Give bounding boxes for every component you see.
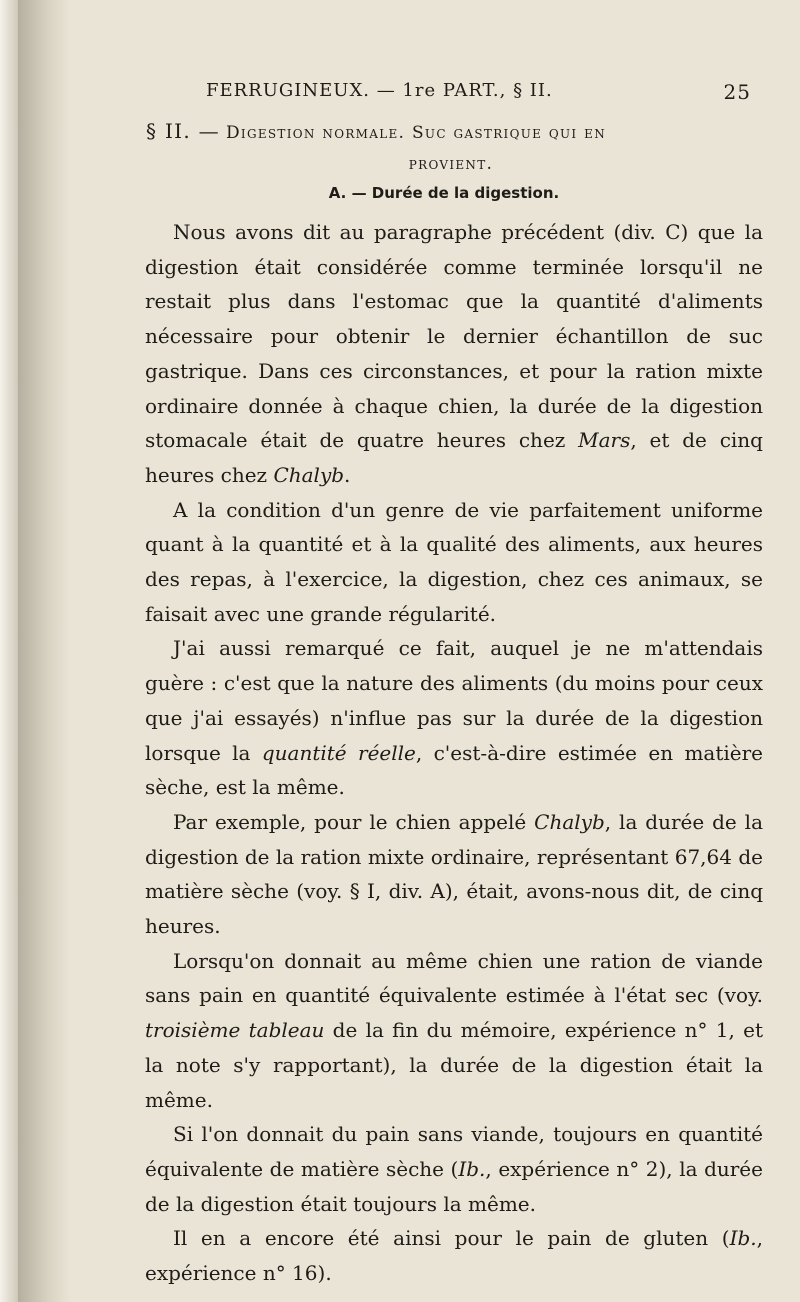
subsection-heading: A. — Durée de la digestion.	[328, 184, 560, 202]
paragraph-3: J'ai aussi remarqué ce fait, auquel je ne m'attendais guère : c'est que la nature des aliments (du moins pour ceux que j'ai essayés) n'influe pas sur la durée de la digestion lorsque la quantité réelle, c'est-à-dire estimée en matière sèche, est la même.	[145, 636, 764, 800]
paragraph-1: Nous avons dit au paragraphe précédent (div. C) que la digestion était considérée comme terminée lorsqu'il ne restait plus dans l'estomac que la quantité d'aliments nécessaire pour obtenir le dernier échantillon de suc gastrique. Dans ces circonstances, et pour la ration mixte ordinaire donnée à chaque chien, la durée de la digestion stomacale était de quatre heures chez Mars, et de cinq heures chez Chalyb.	[145, 220, 763, 487]
emphasis-ibidem: Ib.	[458, 1156, 486, 1181]
page-edge	[0, 0, 18, 1302]
emphasis-quantite-reelle: quantité réelle	[261, 740, 416, 765]
dog-name-chalyb: Chalyb	[534, 809, 605, 834]
emphasis-troisieme-tableau: troisième tableau	[145, 1018, 325, 1043]
paragraph-5: Lorsqu'on donnait au même chien une ration de viande sans pain en quantité équivalente estimée à l'état sec (voy. troisième tableau de la fin du mémoire, expérience n° 1, et la note s'y rapportant), la durée de la digestion était la même.	[145, 948, 763, 1112]
page-number: 25	[723, 80, 751, 104]
section-title-line2: provient.	[408, 154, 494, 174]
paragraph-6: Si l'on donnait du pain sans viande, toujours en quantité équivalente de matière sèche (Ib., expérience n° 2), la durée de la digestion était toujours la même.	[145, 1122, 763, 1216]
paragraph-7: Il en a encore été ainsi pour le pain de gluten (Ib., expérience n° 16).	[145, 1226, 763, 1286]
section-mark: § II. —	[146, 119, 220, 143]
body-text	[145, 215, 763, 1291]
section-heading	[146, 116, 756, 180]
paragraph-2: A la condition d'un genre de vie parfaitement uniforme quant à la quantité et à la qualité des aliments, aux heures des repas, à l'exercice, la digestion, chez ces animaux, se faisait avec une grande régularité.	[145, 497, 763, 626]
dog-name-mars: Mars	[578, 428, 631, 453]
section-title-line1: Digestion normale. Suc gastrique qui en	[225, 123, 607, 143]
paragraph-4: Par exemple, pour le chien appelé Chalyb, la durée de la digestion de la ration mixte ordinaire, représentant 67,64 de matière sèche (voy. § I, div. A), était, avons-nous dit, de cinq heures.	[145, 809, 764, 939]
page-header	[206, 80, 751, 112]
running-head: FERRUGINEUX. — 1re PART., § II.	[206, 80, 553, 101]
book-page	[88, 80, 800, 1302]
emphasis-ibidem: Ib.	[729, 1226, 757, 1251]
dog-name-chalyb: Chalyb	[273, 462, 345, 487]
